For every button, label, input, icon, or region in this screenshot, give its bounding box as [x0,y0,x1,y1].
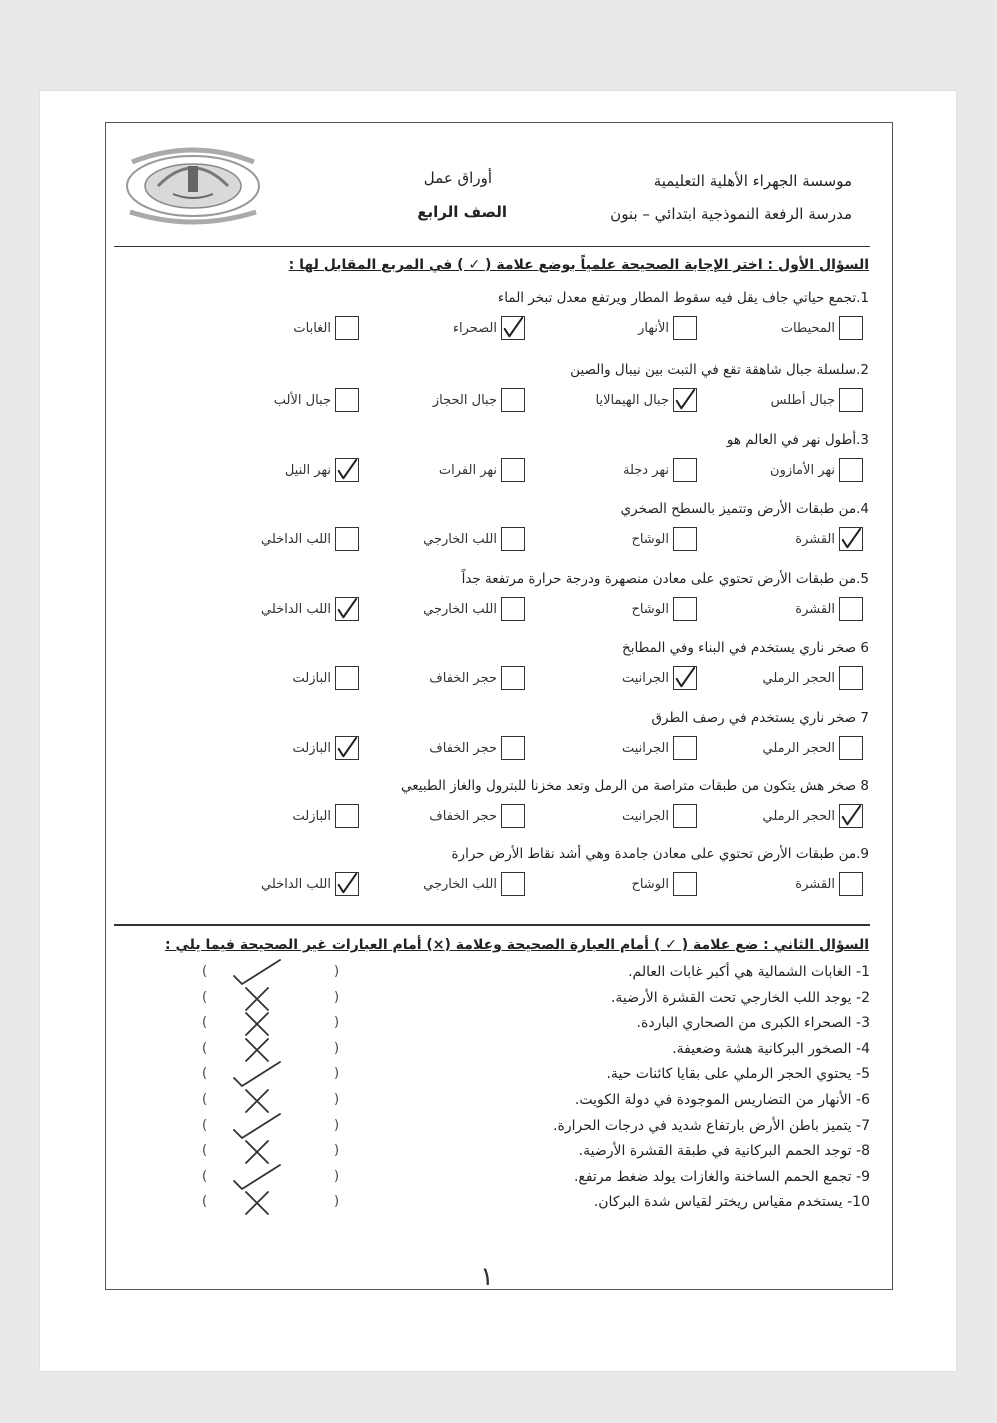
statement-row [190,1116,870,1140]
answer-checkbox[interactable] [673,597,697,621]
answer-checkbox[interactable] [335,597,359,621]
answer-checkbox[interactable] [501,527,525,551]
answer-checkbox[interactable] [501,666,525,690]
option-label: الأنهار [638,320,669,336]
question-text: 5.من طبقات الأرض تحتوي على معادن منصهرة ودرجة حرارة مرتفعة جداً [461,571,869,587]
answer-option[interactable] [261,872,359,896]
option-label: البازلت [292,808,331,824]
answer-option[interactable] [631,872,697,896]
answer-option[interactable] [631,597,697,621]
question-text: 4.من طبقات الأرض وتتميز بالسطح الصخري [620,501,869,517]
statement-text: 1- الغابات الشمالية هي أكبر غابات العالم. [628,964,870,980]
option-label: القشرة [795,601,835,617]
statement-row [190,1013,870,1037]
paren-left: ( [202,1040,208,1056]
answer-checkbox[interactable] [839,527,863,551]
statement-text: 7- يتميز باطن الأرض بارتفاع شديد في درجات الحرارة. [553,1117,870,1134]
doc-type: أوراق عمل [423,169,492,187]
answer-checkbox[interactable] [501,804,525,828]
answer-option[interactable] [762,804,863,828]
answer-option[interactable] [795,597,863,621]
option-label: جبال الحجاز [432,392,497,408]
answer-option[interactable] [293,736,359,760]
option-label: حجر الخفاف [429,740,497,756]
paren-left: ( [202,1194,208,1210]
checkmark-icon [336,737,358,759]
question-text: 1.تجمع حياتي جاف يقل فيه سقوط المطار ويرتفع معدل تبخر الماء [497,290,869,306]
answer-checkbox[interactable] [839,872,863,896]
option-label: حجر الخفاف [429,670,497,686]
cross-icon[interactable] [228,1186,288,1220]
section2-title: السؤال الثاني : ضع علامة ( ✓ ) أمام العبارة الصحيحة وعلامة (×) أمام العبارات غير الصحيحة فيما يلي : [164,937,869,953]
answer-checkbox[interactable] [501,872,525,896]
statement-row [190,1141,870,1165]
option-label: نهر النيل [284,462,331,478]
header-divider [114,246,870,247]
paren-left: ( [202,964,208,979]
statement-text: 8- توجد الحمم البركانية في طبقة القشرة الأرضية. [578,1143,870,1160]
section-divider [114,924,870,926]
paren-right: ) [334,989,340,1005]
answer-checkbox[interactable] [839,804,863,828]
paren-right: ) [334,964,340,979]
option-label: الحجر الرملي [762,670,835,686]
answer-option[interactable] [274,388,359,412]
answer-checkbox[interactable] [335,666,359,690]
question-text: 8 صخر هش يتكون من طبقات متراصة من الرمل وتعد مخزنا للبترول والغاز الطبيعي [401,778,869,794]
answer-option[interactable] [762,736,863,760]
page-number: ١ [480,1262,494,1292]
statement-row [190,962,870,986]
answer-option[interactable] [638,316,697,340]
option-label: الوشاح [631,876,669,892]
answer-checkbox[interactable] [839,666,863,690]
answer-checkbox[interactable] [673,872,697,896]
option-label: اللب الخارجي [423,601,497,617]
checkmark-icon [840,528,862,550]
answer-option[interactable] [423,872,525,896]
statement-text: 9- تجمع الحمم الساخنة والغازات يولد ضغط مرتفع. [573,1168,870,1185]
answer-checkbox[interactable] [501,458,525,482]
org-name: موسسة الجهراء الأهلية التعليمية [653,172,852,190]
statement-text: 10- يستخدم مقياس ريختر لقياس شدة البركان. [593,1194,870,1211]
paren-left: ( [202,989,208,1005]
paren-left: ( [202,1066,208,1082]
statement-row [190,1039,870,1063]
option-label: الحجر الرملي [762,808,835,824]
checkmark-icon [336,598,358,620]
question-text: 3.أطول نهر في العالم هو [726,432,869,448]
checkmark-icon [674,667,696,689]
statement-text: 5- يحتوي الحجر الرملي على بقايا كائنات حية. [606,1066,870,1083]
answer-option[interactable] [429,666,525,690]
answer-checkbox[interactable] [673,316,697,340]
answer-option[interactable] [285,458,359,482]
option-label: نهر الأمازون [770,462,835,478]
answer-option[interactable] [622,666,697,690]
answer-option[interactable] [261,597,359,621]
option-label: البازلت [292,740,331,756]
answer-checkbox[interactable] [839,316,863,340]
answer-checkbox[interactable] [335,804,359,828]
checkmark-icon [336,873,358,895]
question-text: 9.من طبقات الأرض تحتوي على معادن جامدة وهي أشد نقاط الأرض حرارة [451,846,869,862]
answer-checkbox[interactable] [501,736,525,760]
checkmark-icon [840,805,862,827]
answer-option[interactable] [439,458,525,482]
option-label: القشرة [795,876,835,892]
answer-option[interactable] [622,804,697,828]
statement-text: 2- يوجد اللب الخارجي تحت القشرة الأرضية. [610,989,870,1006]
answer-checkbox[interactable] [839,736,863,760]
answer-checkbox[interactable] [335,527,359,551]
answer-option[interactable] [781,316,863,340]
answer-option[interactable] [762,666,863,690]
option-label: الصحراء [452,320,497,336]
option-label: جبال أطلس [770,392,835,408]
answer-option[interactable] [261,527,359,551]
paren-right: ) [334,1040,340,1056]
option-label: اللب الداخلي [261,531,331,547]
statement-text: 3- الصحراء الكبرى من الصحاري الباردة. [636,1015,870,1032]
answer-checkbox[interactable] [501,388,525,412]
option-label: اللب الداخلي [261,601,331,617]
answer-option[interactable] [453,316,525,340]
statement-row [190,1090,870,1114]
option-label: المحيطات [780,320,835,336]
option-label: نهر دجلة [622,462,669,478]
answer-checkbox[interactable] [673,736,697,760]
option-label: الوشاح [631,531,669,547]
option-label: الحجر الرملي [762,740,835,756]
option-label: البازلت [292,670,331,686]
statement-text: 4- الصخور البركانية هشة وضعيفة. [672,1040,870,1057]
option-label: جبال الألب [273,392,331,408]
grade-label: الصف الرابع [417,203,507,221]
answer-option[interactable] [596,388,697,412]
paren-right: ) [334,1092,340,1107]
answer-checkbox[interactable] [501,316,525,340]
statement-row [190,1167,870,1191]
statement-text: 6- الأنهار من التضاريس الموجودة في دولة الكويت. [574,1092,870,1108]
checkmark-icon [502,317,524,339]
answer-option[interactable] [423,597,525,621]
answer-option[interactable] [622,736,697,760]
answer-option[interactable] [429,736,525,760]
answer-checkbox[interactable] [673,804,697,828]
answer-checkbox[interactable] [335,316,359,340]
paren-left: ( [202,1117,208,1133]
question-text: 2.سلسلة جبال شاهقة تقع في التبت بين نيبال والصين [570,362,869,378]
option-label: اللب الداخلي [261,876,331,892]
paren-left: ( [202,1168,208,1184]
answer-checkbox[interactable] [839,388,863,412]
option-label: اللب الخارجي [423,531,497,547]
question-text: 7 صخر ناري يستخدم في رصف الطرق [651,710,869,726]
paren-right: ) [334,1015,340,1031]
answer-option[interactable] [795,872,863,896]
paren-left: ( [202,1092,208,1107]
school-name: مدرسة الرفعة النموذجية ابتدائي – بنون [610,205,852,223]
option-label: القشرة [795,531,835,547]
paren-right: ) [334,1066,340,1082]
paren-right: ) [334,1143,340,1159]
statement-row [190,1192,870,1216]
answer-option[interactable] [771,388,863,412]
answer-option[interactable] [631,527,697,551]
paren-left: ( [202,1015,208,1031]
answer-checkbox[interactable] [501,597,525,621]
option-label: جبال الهيمالايا [595,392,669,408]
answer-option[interactable] [623,458,697,482]
question-text: 6 صخر ناري يستخدم في البناء وفي المطابخ [622,640,869,656]
statement-row [190,988,870,1012]
statement-row [190,1064,870,1088]
answer-checkbox[interactable] [673,527,697,551]
answer-checkbox[interactable] [335,458,359,482]
paren-right: ) [334,1117,340,1133]
answer-checkbox[interactable] [673,458,697,482]
option-label: اللب الخارجي [423,876,497,892]
answer-checkbox[interactable] [335,872,359,896]
checkmark-icon [336,459,358,481]
answer-option[interactable] [433,388,525,412]
answer-checkbox[interactable] [839,597,863,621]
answer-option[interactable] [293,804,359,828]
paren-left: ( [202,1143,208,1159]
checkmark-icon [674,389,696,411]
option-label: الغابات [293,320,331,336]
section1-title: السؤال الأول : اختر الإجابة الصحيحة علمياً بوضع علامة ( ✓ ) في المربع المقابل لها : [288,257,869,273]
answer-option[interactable] [423,527,525,551]
paren-right: ) [334,1194,340,1210]
option-label: حجر الخفاف [429,808,497,824]
paren-right: ) [334,1168,340,1184]
answer-checkbox[interactable] [673,388,697,412]
answer-option[interactable] [293,316,359,340]
answer-checkbox[interactable] [673,666,697,690]
answer-option[interactable] [429,804,525,828]
answer-checkbox[interactable] [839,458,863,482]
school-emblem-icon [118,142,268,226]
option-label: الوشاح [631,601,669,617]
answer-checkbox[interactable] [335,388,359,412]
option-label: الجرانيت [621,808,669,824]
answer-checkbox[interactable] [335,736,359,760]
answer-option[interactable] [795,527,863,551]
option-label: الجرانيت [621,670,669,686]
option-label: الجرانيت [621,740,669,756]
answer-option[interactable] [293,666,359,690]
answer-option[interactable] [770,458,863,482]
option-label: نهر الفرات [438,462,497,478]
